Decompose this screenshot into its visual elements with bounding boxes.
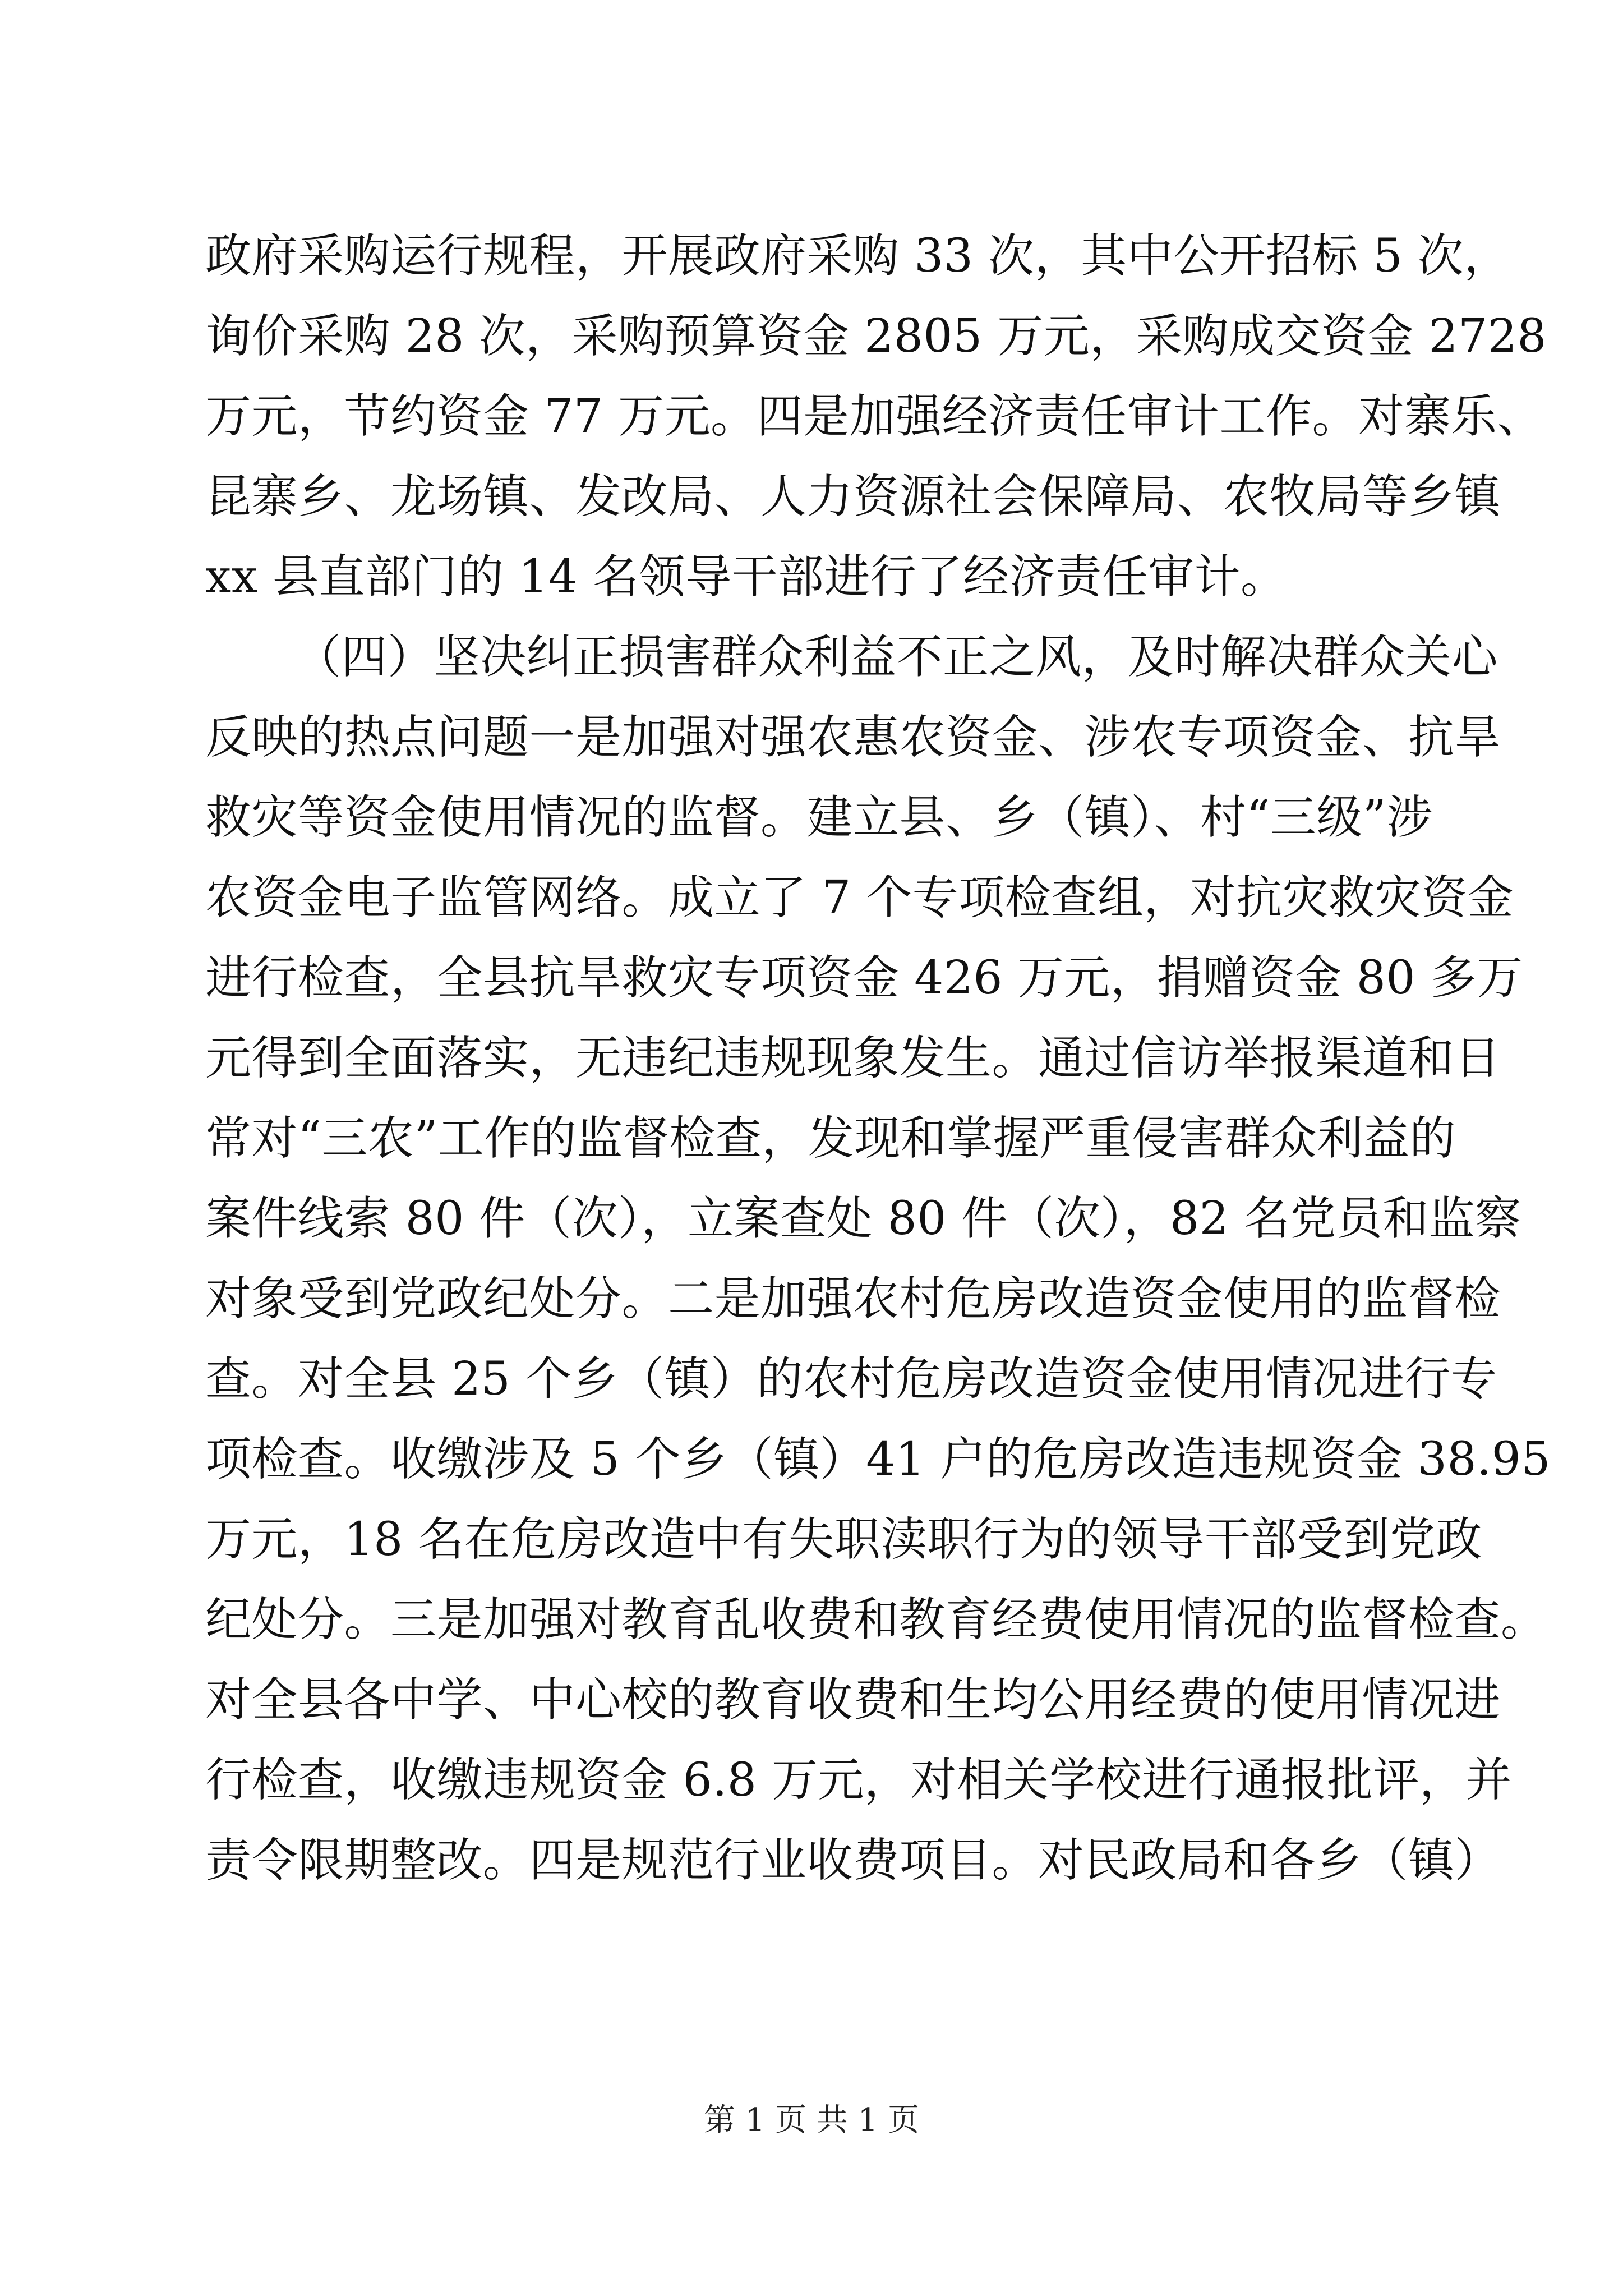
text-line: 查。对全县 25 个乡（镇）的农村危房改造资金使用情况进行专 — [205, 1352, 1497, 1406]
text-line: 农资金电子监管网络。成立了 7 个专项检查组，对抗灾救灾资金 — [205, 871, 1514, 924]
text-line: 反映的热点问题一是加强对强农惠农资金、涉农专项资金、抗旱 — [205, 711, 1501, 764]
text-line: 政府采购运行规程，开展政府采购 33 次，其中公开招标 5 次， — [205, 229, 1510, 283]
document-body — [205, 216, 1551, 1901]
text-line: 责令限期整改。四是规范行业收费项目。对民政局和各乡（镇） — [205, 1834, 1501, 1887]
text-line: xx 县直部门的 14 名领导干部进行了经济责任审计。 — [205, 550, 1287, 604]
text-line: 进行检查，全县抗旱救灾专项资金 426 万元，捐赠资金 80 多万 — [205, 951, 1523, 1005]
text-line: 救灾等资金使用情况的监督。建立县、乡（镇）、村“三级”涉 — [205, 791, 1433, 844]
text-line: 万元，节约资金 77 万元。四是加强经济责任审计工作。对寨乐、 — [205, 390, 1543, 443]
text-line: 纪处分。三是加强对教育乱收费和教育经费使用情况的监督检查。 — [205, 1593, 1547, 1646]
text-line: 对全县各中学、中心校的教育收费和生均公用经费的使用情况进 — [205, 1673, 1501, 1727]
text-line: 项检查。收缴涉及 5 个乡（镇）41 户的危房改造违规资金 38.95 — [205, 1433, 1551, 1486]
section-heading-line: （四）坚决纠正损害群众利益不正之风，及时解决群众关心 — [295, 631, 1498, 684]
text-line: 对象受到党政纪处分。二是加强农村危房改造资金使用的监督检 — [205, 1272, 1501, 1326]
text-line: 常对“三农”工作的监督检查，发现和掌握严重侵害群众利益的 — [205, 1112, 1456, 1165]
text-line: 案件线索 80 件（次），立案查处 80 件（次），82 名党员和监察 — [205, 1192, 1521, 1245]
page-number-label: 第 1 页 共 1 页 — [703, 2102, 920, 2138]
text-line: 昆寨乡、龙场镇、发改局、人力资源社会保障局、农牧局等乡镇 — [205, 470, 1501, 523]
text-line: 万元，18 名在危房改造中有失职渎职行为的领导干部受到党政 — [205, 1513, 1482, 1566]
page-footer — [0, 2098, 1623, 2143]
text-line: 元得到全面落实，无违纪违规现象发生。通过信访举报渠道和日 — [205, 1032, 1501, 1085]
text-line: 询价采购 28 次，采购预算资金 2805 万元，采购成交资金 2728 — [205, 310, 1547, 363]
text-line: 行检查，收缴违规资金 6.8 万元，对相关学校进行通报批评，并 — [205, 1754, 1513, 1807]
